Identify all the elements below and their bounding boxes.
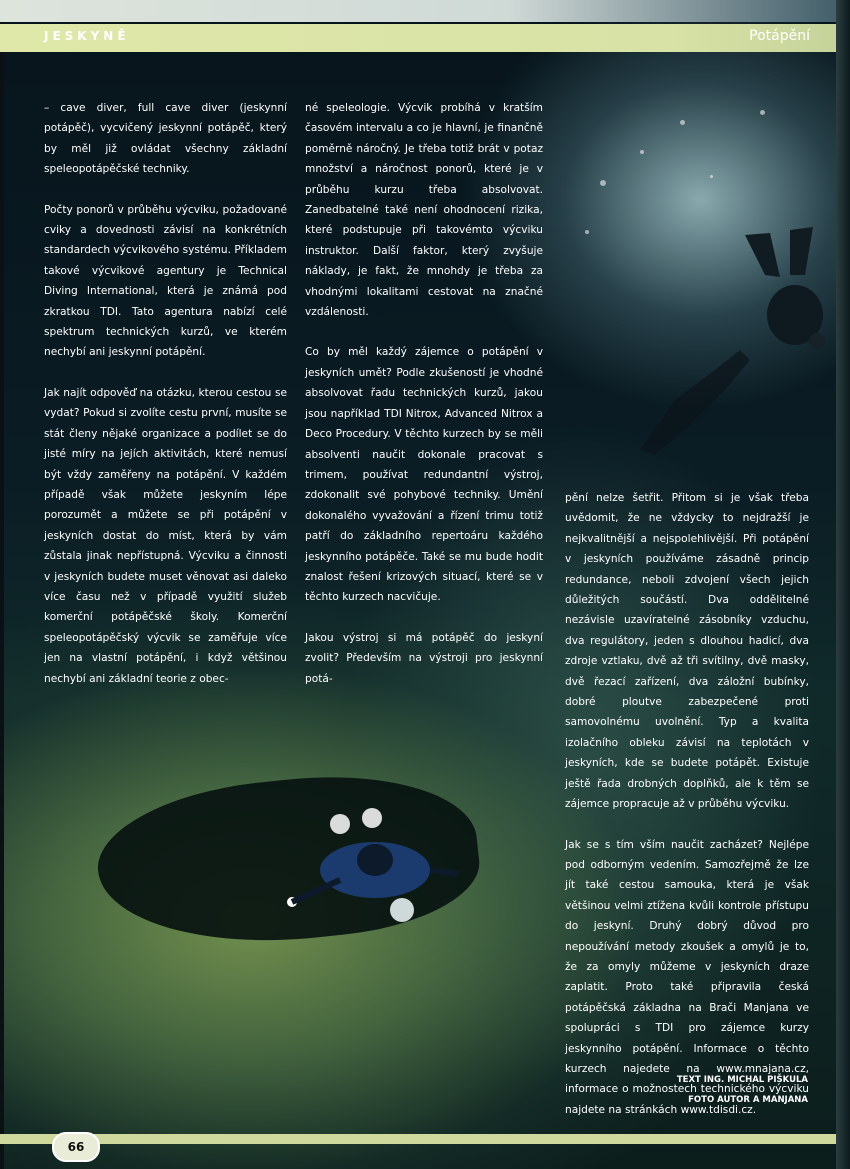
text-column-3 — [565, 488, 809, 1140]
paragraph: Co by měl každý zájemce o potápění v jeskyních umět? Podle zkušeností je vhodné absolvovat řadu technických kurzů, jakou jsou například TDI Nitrox, Advanced Nitrox a Deco Procedury. V těchto kurzech by se měli absolventi naučit dokonale pracovat s trimem, používat redundantní výstroj, zdokonalit své pohybové techniky. Umění dokonalého vyvažování a řízení trimu totiž patří do základního repertoáru každého jeskynního potápěče. Také se mu bude hodit znalost řešení krizových situací, které se v těchto kurzech nacvičuje. — [305, 346, 543, 604]
bubble — [585, 230, 589, 234]
paragraph: Jak se s tím vším naučit zacházet? Nejlépe pod odborným vedením. Samozřejmě že lze jít také cestou samouka, která je však většinou velmi ztížena kvůli kontrole přístupu do jeskyní. Druhý dobrý důvod pro nepoužívání metody zkoušek a omylů je to, že za omyly můžeme v jeskyních draze zaplatit. Proto také připravila česká potápěčská základna na Brači Manjana ve spolupráci s TDI pro zájemce kurzy jeskynního potápění. Informace o těchto kurzech najedete na www.mnajana.cz, informace o možnostech technického výcviku najdete na stránkách www.tdisdi.cz. — [565, 838, 809, 1116]
distant-diver-silhouette — [630, 330, 760, 460]
bubble — [760, 110, 765, 115]
paragraph: pění nelze šetřit. Přitom si je však třeba uvědomit, že ne vždycky to nejdražší je nejkvalitnější a nejspolehlivější. Při potápění v jeskyních používáme zásadně princip redundance, neboli zdvojení všech jejich důležitých součástí. Dva oddělitelné nezávisle uzavíratelné zásobníky vzduchu, dva regulátory, jeden s dlouhou hadicí, dva zdroje vztlaku, dvě až tři svítilny, dvě masky, dvě řezací zařízení, dva záložní bubínky, dobré ploutve zabezpečené proti samovolnému uvolnění. Typ a kvalita izolačního obleku závisí na teplotách v jeskyních, kde se budete potápět. Existuje ještě řada drobných doplňků, ale k těm se zájemce propracuje až v průběhu výcviku. — [565, 492, 809, 811]
bubble — [640, 150, 644, 154]
text-column-2 — [305, 98, 543, 709]
photo-credit: FOTO AUTOR A MANJANA — [688, 1095, 808, 1105]
paragraph: Počty ponorů v průběhu výcviku, požadované cviky a dovednosti závisí na konkrétních standardech výcvikového systému. Příkladem takové výcvikové agentury je Technical Diving International, která je známá pod zkratkou TDI. Tato agentura nabízí celé spektrum technických kurzů, ve kterém nechybí ani jeskynní potápění. — [44, 203, 287, 359]
page-number: 66 — [52, 1132, 100, 1162]
text-credit: TEXT ING. MICHAL PIŠKULA — [676, 1075, 808, 1085]
magazine-label: Potápění — [749, 28, 810, 44]
author-credits — [677, 1070, 808, 1110]
bubble — [680, 120, 685, 125]
text-column-1 — [44, 98, 287, 709]
paragraph: Jakou výstroj si má potápěč do jeskyní zvolit? Především na výstroji pro jeskynní potá- — [305, 631, 543, 685]
bubble — [600, 180, 606, 186]
top-photo-strip — [0, 0, 850, 22]
section-label: JESKYNĚ — [44, 29, 130, 43]
footer-band — [0, 1134, 836, 1144]
page-left-edge — [0, 0, 4, 1169]
diver-in-cave-illustration — [280, 800, 480, 950]
bubble — [710, 175, 713, 178]
page-right-edge — [836, 0, 850, 1169]
paragraph: – cave diver, full cave diver (jeskynní potápěč), vycvičený jeskynní potápěč, který by měl již ovládat všechny základní speleopotápěčské techniky. — [44, 102, 287, 176]
paragraph: né speleologie. Výcvik probíhá v kratším časovém intervalu a co je hlavní, je finančně poměrně náročný. Je třeba totiž brát v potaz množství a náročnost ponorů, které je v průběhu kurzu třeba absolvovat. Zanedbatelné také není ohodnocení rizika, které podstupuje při takovémto výcviku instruktor. Další faktor, který zvyšuje náklady, je fakt, že mnohdy je třeba za vhodnými lokalitami cestovat na značné vzdálenosti. — [305, 102, 543, 319]
paragraph: Jak najít odpověď na otázku, kterou cestou se vydat? Pokud si zvolíte cestu první, musíte se stát členy nějaké organizace a podílet se do jisté míry na jejích aktivitách, které nemusí být vždy zaměřeny na potápění. V každém případě však můžete jeskyním lépe porozumět a můžete se při potápění v jeskyních dostat do míst, která by vám zůstala jinak nepřístupná. Výcviku a činnosti v jeskyních budete muset věnovat asi daleko více času než v případě využití služeb komerční potápěčské školy. Komerční speleopotápěčský výcvik se zaměřuje více jen na vlastní potápění, i když většinou nechybí ani základní teorie z obec- — [44, 386, 287, 685]
